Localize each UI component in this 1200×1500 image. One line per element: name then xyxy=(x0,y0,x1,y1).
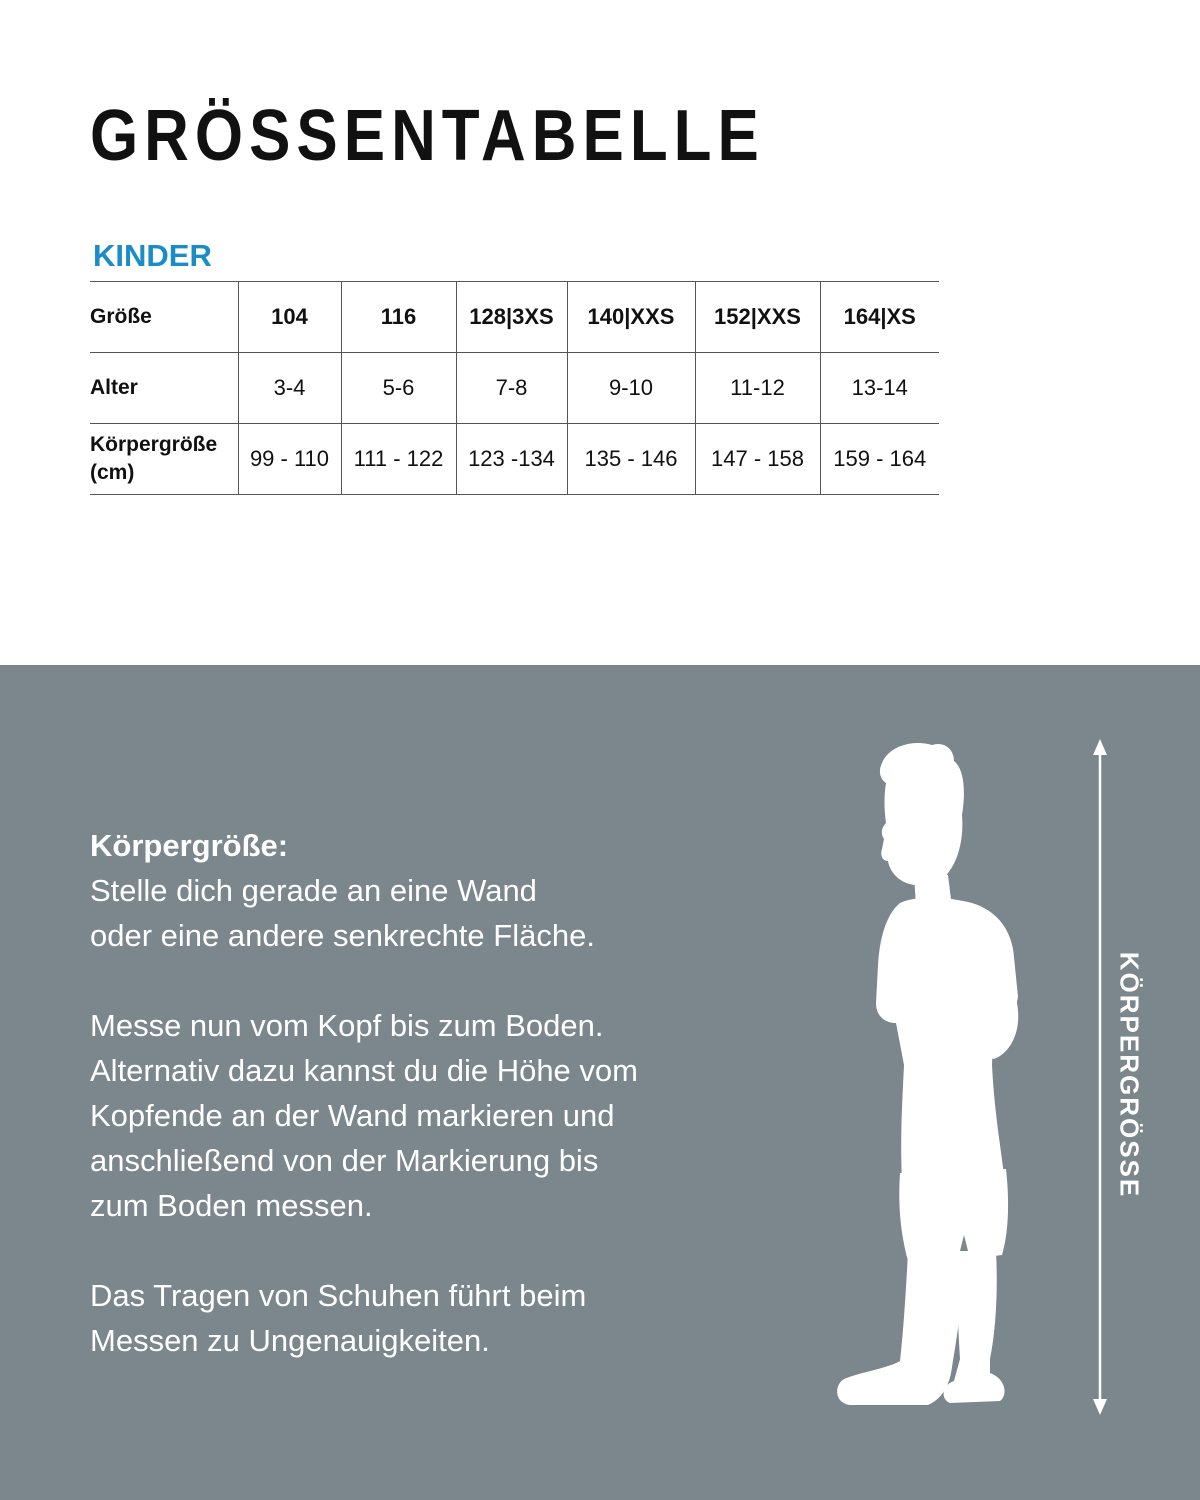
age-cell: 11-12 xyxy=(695,353,820,424)
instruction-paragraph: Das Tragen von Schuhen führt beim Messen zu Ungenauigkeiten. xyxy=(90,1278,587,1358)
double-arrow-vertical-icon xyxy=(1085,737,1115,1417)
height-cell: 99 - 110 xyxy=(238,424,341,495)
size-cell: 128|3XS xyxy=(456,282,567,353)
instruction-paragraph: Messe nun vom Kopf bis zum Boden. Alternativ dazu kannst du die Höhe vom Kopfende an der Wand markieren und anschließend von der Markierung bis zum Boden messen. xyxy=(90,1008,638,1223)
measurement-instructions xyxy=(90,823,730,1408)
size-table xyxy=(90,281,939,495)
age-cell: 5-6 xyxy=(341,353,456,424)
size-cell: 164|XS xyxy=(820,282,939,353)
size-cell: 104 xyxy=(238,282,341,353)
row-label-age: Alter xyxy=(90,353,238,424)
section-title-kinder: KINDER xyxy=(93,238,212,273)
child-silhouette-icon xyxy=(830,735,1040,1415)
height-row xyxy=(90,424,939,495)
age-cell: 13-14 xyxy=(820,353,939,424)
size-cell: 140|XXS xyxy=(567,282,695,353)
age-cell: 7-8 xyxy=(456,353,567,424)
row-label-height: Körpergröße (cm) xyxy=(90,424,238,495)
row-label-size: Größe xyxy=(90,282,238,353)
height-cell: 123 -134 xyxy=(456,424,567,495)
age-cell: 3-4 xyxy=(238,353,341,424)
size-cell: 116 xyxy=(341,282,456,353)
size-cell: 152|XXS xyxy=(695,282,820,353)
height-cell: 111 - 122 xyxy=(341,424,456,495)
height-cell: 159 - 164 xyxy=(820,424,939,495)
body-height-vertical-label: KÖRPERGRÖSSE xyxy=(1114,951,1145,1199)
page-title: GRÖSSENTABELLE xyxy=(90,96,765,176)
height-cell: 147 - 158 xyxy=(695,424,820,495)
instruction-paragraph: Stelle dich gerade an eine Wand oder eine andere senkrechte Fläche. xyxy=(90,873,595,953)
measurement-panel xyxy=(0,665,1200,1500)
height-cell: 135 - 146 xyxy=(567,424,695,495)
instructions-heading: Körpergröße: xyxy=(90,828,289,863)
age-row xyxy=(90,353,939,424)
age-cell: 9-10 xyxy=(567,353,695,424)
size-row xyxy=(90,282,939,353)
